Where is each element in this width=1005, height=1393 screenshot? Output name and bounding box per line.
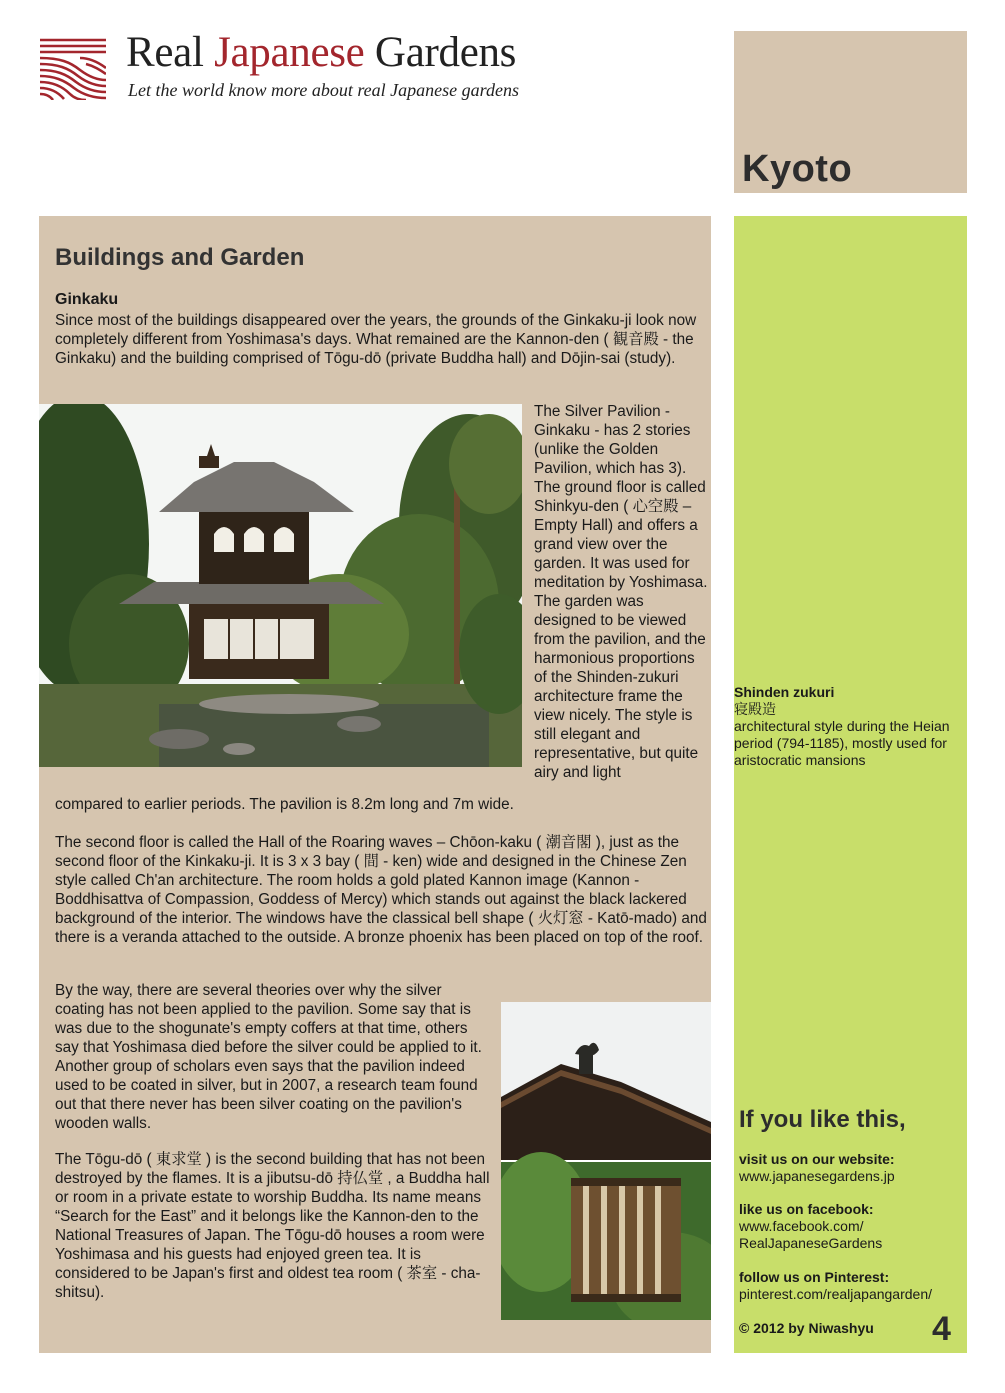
- side-note-shinden-zukuri: [734, 684, 962, 769]
- facebook-link-line2[interactable]: RealJapaneseGardens: [739, 1235, 883, 1251]
- side-note-definition: architectural style during the Heian period (794-1185), mostly used for aristocratic mansions: [734, 718, 950, 768]
- pinterest-label: follow us on Pinterest:: [739, 1269, 890, 1285]
- brand-title-accent: Japanese: [214, 29, 365, 76]
- ginkaku-pavilion-photo: [39, 404, 522, 767]
- brand-tagline: Let the world know more about real Japanese gardens: [128, 80, 519, 100]
- website-label: visit us on our website:: [739, 1151, 895, 1167]
- promo-website: [739, 1151, 965, 1185]
- region-box: [734, 31, 967, 193]
- region-title: Kyoto: [742, 148, 853, 190]
- subheading-ginkaku: Ginkaku: [55, 291, 119, 308]
- facebook-link-line1[interactable]: www.facebook.com/: [739, 1218, 864, 1234]
- paragraph-silver-coating: By the way, there are several theories over why the silver coating has not been applied to the pavilion. Some say that is was due to the shogunate's empty coffers at that time, others say that Yoshimasa died before the silver could be applied to it. Another group of scholars even says that the pavilion indeed used to be coated in silver, but in 2007, a research team found out that there never has been silver coating on the pavilion's wooden walls.: [55, 982, 482, 1132]
- brand-title: Real Japanese Gardens: [126, 29, 517, 76]
- promo-facebook: [739, 1201, 965, 1252]
- website-link[interactable]: www.japanesegardens.jp: [739, 1168, 895, 1184]
- promo-pinterest: [739, 1269, 965, 1303]
- phoenix-and-lantern-photo: [501, 1002, 711, 1320]
- side-note-term: Shinden zukuri: [734, 684, 835, 700]
- pinterest-link[interactable]: pinterest.com/realjapangarden/: [739, 1286, 933, 1302]
- section-heading: Buildings and Garden: [55, 244, 305, 271]
- wave-stripes-logo-icon: [40, 36, 106, 100]
- page-number: 4: [932, 1310, 951, 1348]
- promo-title: If you like this,: [739, 1106, 906, 1133]
- paragraph-silver-pavilion: The Silver Pavilion - Ginkaku - has 2 stories (unlike the Golden Pavilion, which has 3). The ground floor is called Shinkyu-den ( 心空殿 – Empty Hall) and offers a grand view over the garden. It was used for meditation by Yoshimasa. The garden was designed to be viewed from the pavilion, and the harmonious proportions of the Shinden-zukuri architecture frame the view nicely. The style is still elegant and representative, but quite airy and light: [534, 403, 708, 781]
- paragraph-second-floor: The second floor is called the Hall of the Roaring waves – Chōon-kaku ( 潮音閣 ), just as the second floor of the Kinkaku-ji. It is 3 x 3 bay ( 間 - ken) wide and designed in the Chinese Zen style called Ch'an architecture. The room holds a gold plated Kannon image (Kannon - Boddhisattva of Compassion, Goddess of Mercy) which stands out against the black lackered background of the interior. The windows have the classical bell shape ( 火灯窓 - Katō-mado) and there is a veranda attached to the outside. A bronze phoenix has been placed on top of the roof.: [55, 834, 707, 946]
- copyright: © 2012 by Niwashyu: [739, 1320, 874, 1336]
- paragraph-togu-do: The Tōgu-dō ( 東求堂 ) is the second building that has not been destroyed by the flames. It is a jibutsu-dō 持仏堂 , a Buddha hall or room in a private estate to worship Buddha. Its name means “Search for the East” and it belongs like the Kannon-den to the National Treasures of Japan. The Tōgu-dō houses a room were Yoshimasa and his guests had enjoyed green tea. It is considered to be Japan's first and oldest tea room ( 茶室 - cha-shitsu).: [55, 1151, 490, 1301]
- paragraph-intro: Since most of the buildings disappeared over the years, the grounds of the Ginkaku-ji look now completely different from Yoshimasa's days. What remained are the Kannon-den ( 観音殿 - the Ginkaku) and the building comprised of Tōgu-dō (private Buddha hall) and Dōjin-sai (study).: [55, 312, 697, 367]
- facebook-label: like us on facebook:: [739, 1201, 874, 1217]
- paragraph-silver-pavilion-cont: compared to earlier periods. The pavilion is 8.2m long and 7m wide.: [55, 796, 514, 813]
- side-note-kanji: 寝殿造: [734, 701, 776, 717]
